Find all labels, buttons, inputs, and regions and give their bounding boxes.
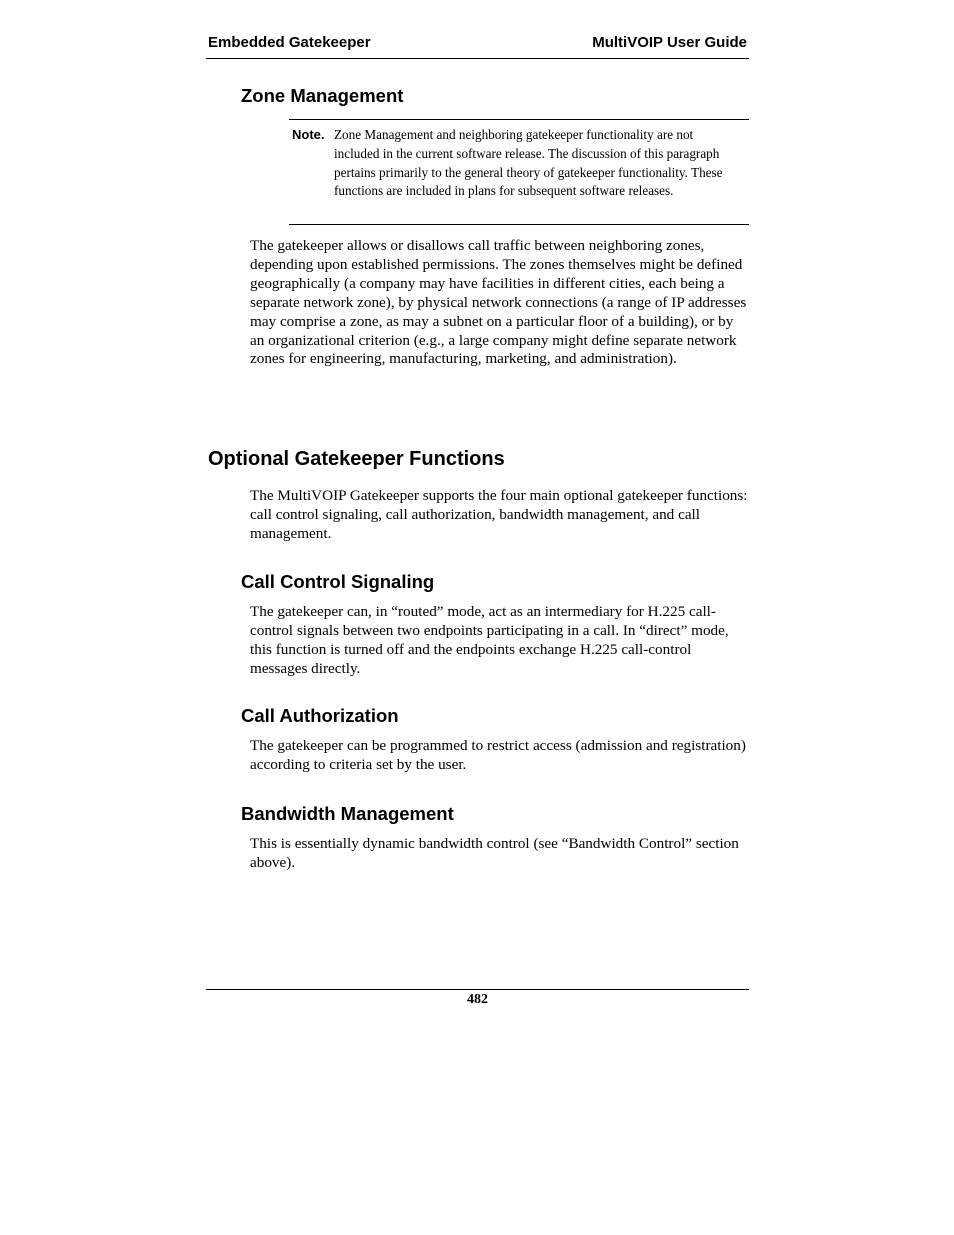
- note-box: [289, 119, 749, 225]
- note-text: Zone Management and neighboring gatekeeper functionality are not included in the current software release. The discussion of this paragraph pertains primarily to the general theory of gatekeeper functionality. These functions are included in plans for subsequent software releases.: [334, 127, 723, 199]
- heading-zone-management: Zone Management: [241, 85, 404, 106]
- bandwidth-paragraph: This is essentially dynamic bandwidth control (see “Bandwidth Control” section above).: [250, 835, 739, 871]
- optional-functions-paragraph: The MultiVOIP Gatekeeper supports the four main optional gatekeeper functions: call control signaling, call authorization, bandwidth management, and call management.: [250, 487, 748, 542]
- call-authorization-paragraph: The gatekeeper can be programmed to restrict access (admission and registration) according to criteria set by the user.: [250, 737, 746, 773]
- zone-management-paragraph: The gatekeeper allows or disallows call traffic between neighboring zones, depending upon established permissions. The zones themselves might be defined geographically (a company may have facilities in different cities, each being a separate network zone), by physical network connections (a range of IP addresses may comprise a zone, as may a subnet on a particular floor of a building), or by an organizational criterion (e.g., a large company might define separate network zones for engineering, manufacturing, marketing, and administration).: [250, 237, 747, 368]
- footer-rule: [206, 989, 749, 990]
- header-chapter-title: Embedded Gatekeeper: [208, 34, 371, 51]
- call-control-paragraph: The gatekeeper can, in “routed” mode, act as an intermediary for H.225 call-control signals between two endpoints participating in a call. In “direct” mode, this function is turned off and the endpoints exchange H.225 call-control messages directly.: [250, 603, 729, 677]
- header-guide-title: MultiVOIP User Guide: [592, 34, 747, 51]
- page-number: 482: [467, 992, 488, 1007]
- running-header: [206, 33, 749, 59]
- heading-call-control-signaling: Call Control Signaling: [241, 571, 435, 592]
- heading-call-authorization: Call Authorization: [241, 705, 399, 726]
- heading-optional-gatekeeper-functions: Optional Gatekeeper Functions: [208, 448, 505, 470]
- heading-bandwidth-management: Bandwidth Management: [241, 803, 454, 824]
- note-label: Note.: [292, 127, 325, 142]
